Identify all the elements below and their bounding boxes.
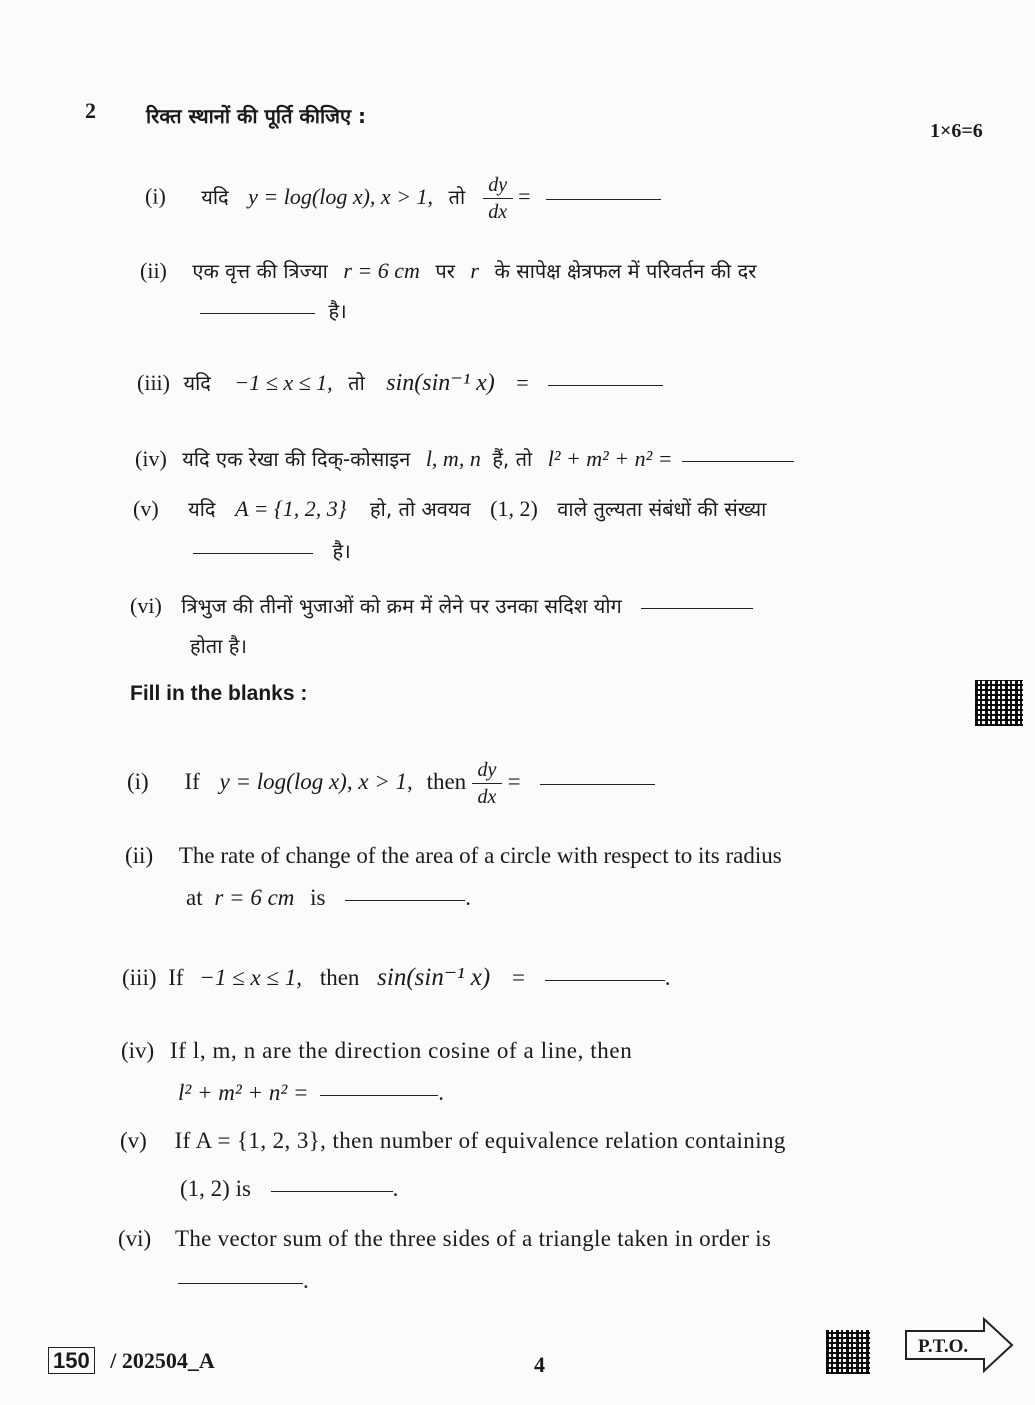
item-math: −1 ≤ x ≤ 1, (234, 370, 333, 395)
english-item-5 (120, 1128, 786, 1154)
answer-blank[interactable] (546, 198, 661, 200)
answer-blank[interactable] (320, 1094, 438, 1096)
question-number: 2 (85, 98, 96, 123)
item-math: r (470, 258, 479, 283)
answer-blank[interactable] (271, 1190, 393, 1192)
period: . (303, 1268, 309, 1293)
page-number: 4 (534, 1352, 545, 1377)
item-math: sin(sin⁻¹ x) (377, 964, 491, 991)
item-text: If (168, 965, 184, 990)
item-text: हो, तो अवयव (370, 497, 471, 521)
item-math: y = log(log x), x > 1, (248, 183, 434, 209)
item-text: हैं, तो (492, 447, 533, 471)
period: . (392, 1176, 399, 1201)
period: . (438, 1080, 444, 1105)
booklet-code: 150 (48, 1347, 95, 1374)
qr-code-icon (826, 1330, 870, 1374)
english-heading: Fill in the blanks : (130, 682, 308, 705)
item-text: is (310, 885, 326, 910)
item-label: (i) (145, 183, 166, 209)
hindi-item-5-line2 (193, 537, 351, 564)
item-text: के सापेक्ष क्षेत्रफल में परिवर्तन की दर (494, 259, 757, 283)
item-math: (1, 2) (490, 496, 538, 521)
item-math: l, m, n (425, 446, 481, 471)
item-text: एक वृत्त की त्रिज्या (192, 259, 328, 283)
equals-sign: = (511, 965, 525, 990)
english-item-2-line2 (186, 885, 471, 911)
item-text: then (319, 965, 360, 990)
answer-blank[interactable] (682, 460, 794, 462)
item-math: −1 ≤ x ≤ 1, (199, 965, 303, 990)
item-text: then (426, 768, 467, 794)
item-text: यदि एक रेखा की दिक्-कोसाइन (182, 447, 411, 471)
item-text: If A = {1, 2, 3}, then number of equivalence relation containing (174, 1128, 786, 1153)
fraction-denominator: dx (477, 786, 497, 808)
item-math: A = {1, 2, 3} (235, 496, 347, 521)
period: . (664, 965, 671, 990)
pto-label: P.T.O. (918, 1336, 969, 1357)
english-item-3 (122, 962, 670, 992)
english-item-5-line2 (180, 1176, 398, 1202)
answer-blank[interactable] (200, 312, 315, 314)
hindi-item-2-line2 (200, 297, 347, 324)
item-text: The rate of change of the area of a circle with respect to its radius (178, 843, 782, 868)
item-text: at (186, 885, 203, 910)
period: . (465, 885, 471, 910)
equals-sign: = (518, 183, 531, 209)
item-text: तो (348, 371, 365, 395)
item-text: (1, 2) is (180, 1176, 251, 1201)
equals-sign: = (516, 370, 529, 395)
item-label: (v) (120, 1128, 147, 1153)
equals-sign: = (507, 768, 521, 794)
hindi-item-4 (135, 445, 794, 472)
fraction-denominator: dx (488, 201, 508, 223)
item-math: l² + m² + n² = (178, 1080, 309, 1105)
answer-blank[interactable] (193, 552, 313, 554)
answer-blank[interactable] (548, 384, 663, 386)
answer-blank[interactable] (545, 979, 665, 981)
qr-code-icon (975, 680, 1023, 726)
english-item-6 (118, 1226, 771, 1252)
fraction-numerator: dy (477, 759, 497, 781)
derivative-fraction (483, 175, 513, 222)
answer-blank[interactable] (345, 899, 465, 901)
hindi-item-2 (140, 257, 756, 284)
english-item-2 (125, 843, 782, 869)
item-text: वाले तुल्यता संबंधों की संख्या (557, 497, 767, 521)
item-text: यदि (188, 497, 216, 521)
marks-label: 1×6=6 (930, 120, 983, 142)
item-label: (ii) (140, 258, 167, 283)
item-math: r = 6 cm (214, 885, 295, 910)
item-text: तो (448, 184, 466, 209)
item-math: y = log(log x), x > 1, (219, 768, 413, 794)
answer-blank[interactable] (540, 783, 655, 785)
answer-blank[interactable] (178, 1282, 303, 1284)
hindi-item-5 (133, 495, 766, 522)
item-text: If l, m, n are the direction cosine of a line, then (169, 1038, 633, 1063)
english-item-1 (127, 760, 655, 807)
english-item-4 (121, 1038, 632, 1064)
hindi-item-1 (145, 175, 661, 222)
item-math: r = 6 cm (343, 258, 420, 283)
paper-code: / 202504_A (110, 1348, 215, 1373)
english-item-6-line2 (178, 1268, 309, 1294)
derivative-fraction (472, 760, 502, 807)
hindi-item-3 (137, 368, 663, 397)
hindi-item-6 (130, 592, 753, 619)
fraction-numerator: dy (488, 174, 508, 196)
item-label: (iv) (121, 1038, 155, 1063)
item-text: है। (328, 299, 347, 323)
item-label: (vi) (118, 1226, 152, 1251)
item-math: sin(sin⁻¹ x) (386, 370, 495, 396)
item-text: पर (435, 259, 455, 283)
item-text: है। (332, 539, 351, 563)
item-label: (iii) (122, 965, 157, 990)
item-label: (iv) (135, 446, 167, 471)
item-text: If (184, 768, 200, 794)
item-label: (v) (133, 496, 159, 521)
item-text: त्रिभुज की तीनों भुजाओं को क्रम में लेने पर उनका सदिश योग (181, 594, 622, 618)
item-text: यदि (201, 184, 229, 209)
answer-blank[interactable] (641, 607, 753, 609)
item-math: l² + m² + n² = (547, 446, 673, 471)
footer-code (48, 1348, 215, 1374)
hindi-item-6-line2: होता है। (190, 634, 247, 658)
item-label: (ii) (125, 843, 154, 868)
english-item-4-line2 (178, 1080, 444, 1106)
item-text: The vector sum of the three sides of a triangle taken in order is (174, 1226, 772, 1251)
item-label: (i) (127, 768, 149, 794)
hindi-heading: रिक्त स्थानों की पूर्ति कीजिए : (146, 104, 367, 128)
item-label: (iii) (137, 370, 170, 395)
item-text: यदि (183, 371, 211, 395)
item-label: (vi) (130, 593, 162, 618)
